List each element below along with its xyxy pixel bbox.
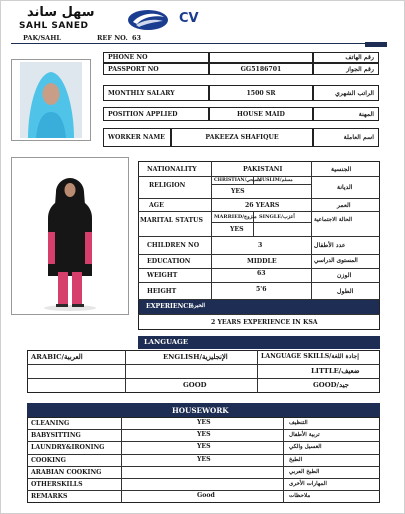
- children-value: 3: [258, 242, 263, 249]
- salary-value: 1500 SR: [209, 85, 313, 101]
- children-label-ar: عدد الأطفال: [314, 242, 346, 249]
- housework-skill-label-ar: التنظيف: [289, 420, 308, 426]
- experience-value: 2 YEARS EXPERIENCE IN KSA: [211, 319, 318, 326]
- housework-skill-label-ar: الطبخ: [289, 456, 303, 463]
- ref-label: REF NO.: [97, 34, 128, 42]
- housework-title: HOUSEWORK: [172, 406, 229, 415]
- height-label-ar: الطول: [337, 288, 354, 295]
- housework-skill-label: COOKING: [31, 456, 66, 464]
- divider: [138, 314, 380, 315]
- divider: [27, 454, 380, 455]
- header-rule: [11, 43, 381, 44]
- passport-label-ar: رقم الجواز: [313, 63, 379, 75]
- phone-label: PHONE NO: [103, 52, 209, 63]
- divider: [138, 282, 380, 283]
- housework-skill-label-ar: المهارات الأخرى: [289, 481, 327, 487]
- full-figure-icon: [12, 158, 128, 314]
- salary-label: MONTHLY SALARY: [103, 85, 209, 101]
- housework-skill-label-ar: الغسيل والكي: [289, 444, 322, 451]
- header-bar-right: [365, 42, 387, 47]
- housework-skill-label: LAUNDRY&IRONING: [31, 444, 105, 452]
- housework-skill-label: BABYSITTING: [31, 432, 81, 440]
- education-value: MIDDLE: [247, 258, 277, 265]
- ref-number: 63: [132, 34, 142, 42]
- experience-label: EXPERIENCE: [146, 303, 193, 310]
- housework-skill-value: YES: [197, 455, 211, 463]
- weight-label-ar: الوزن: [337, 272, 352, 279]
- position-value: HOUSE MAID: [209, 107, 313, 121]
- height-label: HEIGHT: [147, 288, 177, 295]
- housework-skill-label: CLEANING: [31, 420, 70, 427]
- age-value: 26 YEARS: [245, 202, 280, 209]
- cv-title: CV: [179, 11, 199, 26]
- divider: [138, 211, 380, 212]
- worker-name-value: PAKEEZA SHAFIQUE: [171, 128, 313, 147]
- language-little-label: LITTLE/ضعيف: [311, 367, 360, 375]
- position-label: POSITION APPLIED: [103, 107, 209, 121]
- housework-skill-label: ARABIAN COOKING: [31, 468, 102, 476]
- divider: [27, 364, 380, 365]
- language-header: [138, 336, 380, 349]
- nationality-label-ar: الجنسية: [331, 166, 352, 173]
- age-label-ar: العمر: [337, 202, 351, 209]
- religion-option-christian: CHRISTIAN/مسيحي: [214, 178, 262, 183]
- agency-code: PAK/SAHL: [23, 34, 61, 42]
- language-english-good: GOOD: [183, 381, 207, 389]
- divider: [27, 478, 380, 479]
- passport-photo: [11, 59, 91, 141]
- weight-label: WEIGHT: [147, 272, 178, 279]
- housework-skill-label: OTHERSKILLS: [31, 481, 83, 488]
- divider: [211, 161, 212, 299]
- religion-label: RELIGION: [149, 182, 186, 189]
- education-label-ar: المستوى الدراسي: [314, 258, 358, 264]
- passport-label: PASSPORT NO: [103, 63, 209, 75]
- language-col-skills: LANGUAGE SKILLS/إجادة اللغة: [261, 353, 359, 360]
- language-col-english: ENGLISH/الإنجليزية: [163, 353, 228, 361]
- divider: [311, 161, 312, 299]
- housework-skill-label-ar: ملاحظات: [289, 493, 311, 500]
- height-value: 5'6: [256, 286, 267, 293]
- divider: [138, 254, 380, 255]
- housework-skill-label: REMARKS: [31, 493, 68, 501]
- experience-header: [139, 300, 379, 314]
- worker-name-label: WORKER NAME: [103, 128, 171, 147]
- divider: [138, 176, 380, 177]
- marital-label: MARITAL STATUS: [140, 217, 203, 224]
- nationality-label: NATIONALITY: [147, 166, 197, 173]
- divider: [125, 350, 126, 393]
- housework-skill-label-ar: الطبخ العربي: [289, 468, 320, 475]
- weight-value: 63: [257, 270, 266, 277]
- brand-english: SAHL SANED: [19, 21, 89, 31]
- religion-label-ar: الديانة: [337, 184, 353, 191]
- divider: [27, 466, 380, 467]
- marital-value: YES: [230, 226, 244, 233]
- religion-value: YES: [231, 188, 245, 195]
- divider: [211, 184, 311, 185]
- housework-skill-value: YES: [197, 419, 211, 426]
- language-col-arabic: ARABIC/العربية: [31, 353, 83, 361]
- children-label: CHILDREN NO: [147, 242, 200, 249]
- housework-header: [27, 403, 380, 417]
- language-title: LANGUAGE: [144, 338, 189, 346]
- age-label: AGE: [149, 202, 164, 209]
- marital-option-single: SINGLE/أعزب: [259, 214, 295, 220]
- nationality-value: PAKISTANI: [243, 166, 283, 173]
- divider: [27, 378, 380, 379]
- passport-value: GG5186701: [209, 63, 313, 75]
- divider: [211, 222, 311, 223]
- divider: [27, 429, 380, 430]
- divider: [27, 441, 380, 442]
- housework-skill-value: Good: [197, 492, 215, 500]
- phone-label-ar: رقم الهاتف: [313, 52, 379, 63]
- education-label: EDUCATION: [147, 258, 191, 265]
- language-good-label: GOOD/جيد: [313, 381, 349, 389]
- divider: [138, 236, 380, 237]
- portrait-icon: [12, 60, 90, 140]
- brand-logo: [19, 7, 204, 33]
- housework-skill-label-ar: تربية الأطفال: [289, 432, 320, 439]
- housework-skill-value: YES: [197, 443, 211, 451]
- phone-value: [209, 52, 313, 63]
- divider: [27, 490, 380, 491]
- religion-option-muslim: MUSLIM/مسلم: [257, 178, 293, 183]
- divider: [257, 350, 258, 393]
- full-body-photo: [11, 157, 129, 315]
- divider: [138, 198, 380, 199]
- divider: [138, 268, 380, 269]
- marital-option-married: MARRIED/متزوج: [214, 214, 257, 220]
- experience-label-ar: الخبرة: [191, 303, 206, 309]
- salary-label-ar: الراتب الشهري: [313, 85, 379, 101]
- position-label-ar: المهنة: [313, 107, 379, 121]
- housework-skill-value: YES: [197, 431, 211, 439]
- swoosh-logo-icon: [127, 8, 169, 32]
- worker-name-label-ar: اسم العاملة: [313, 128, 379, 147]
- brand-arabic: سهل ساند: [27, 5, 95, 20]
- marital-label-ar: الحالة الاجتماعية: [314, 217, 353, 223]
